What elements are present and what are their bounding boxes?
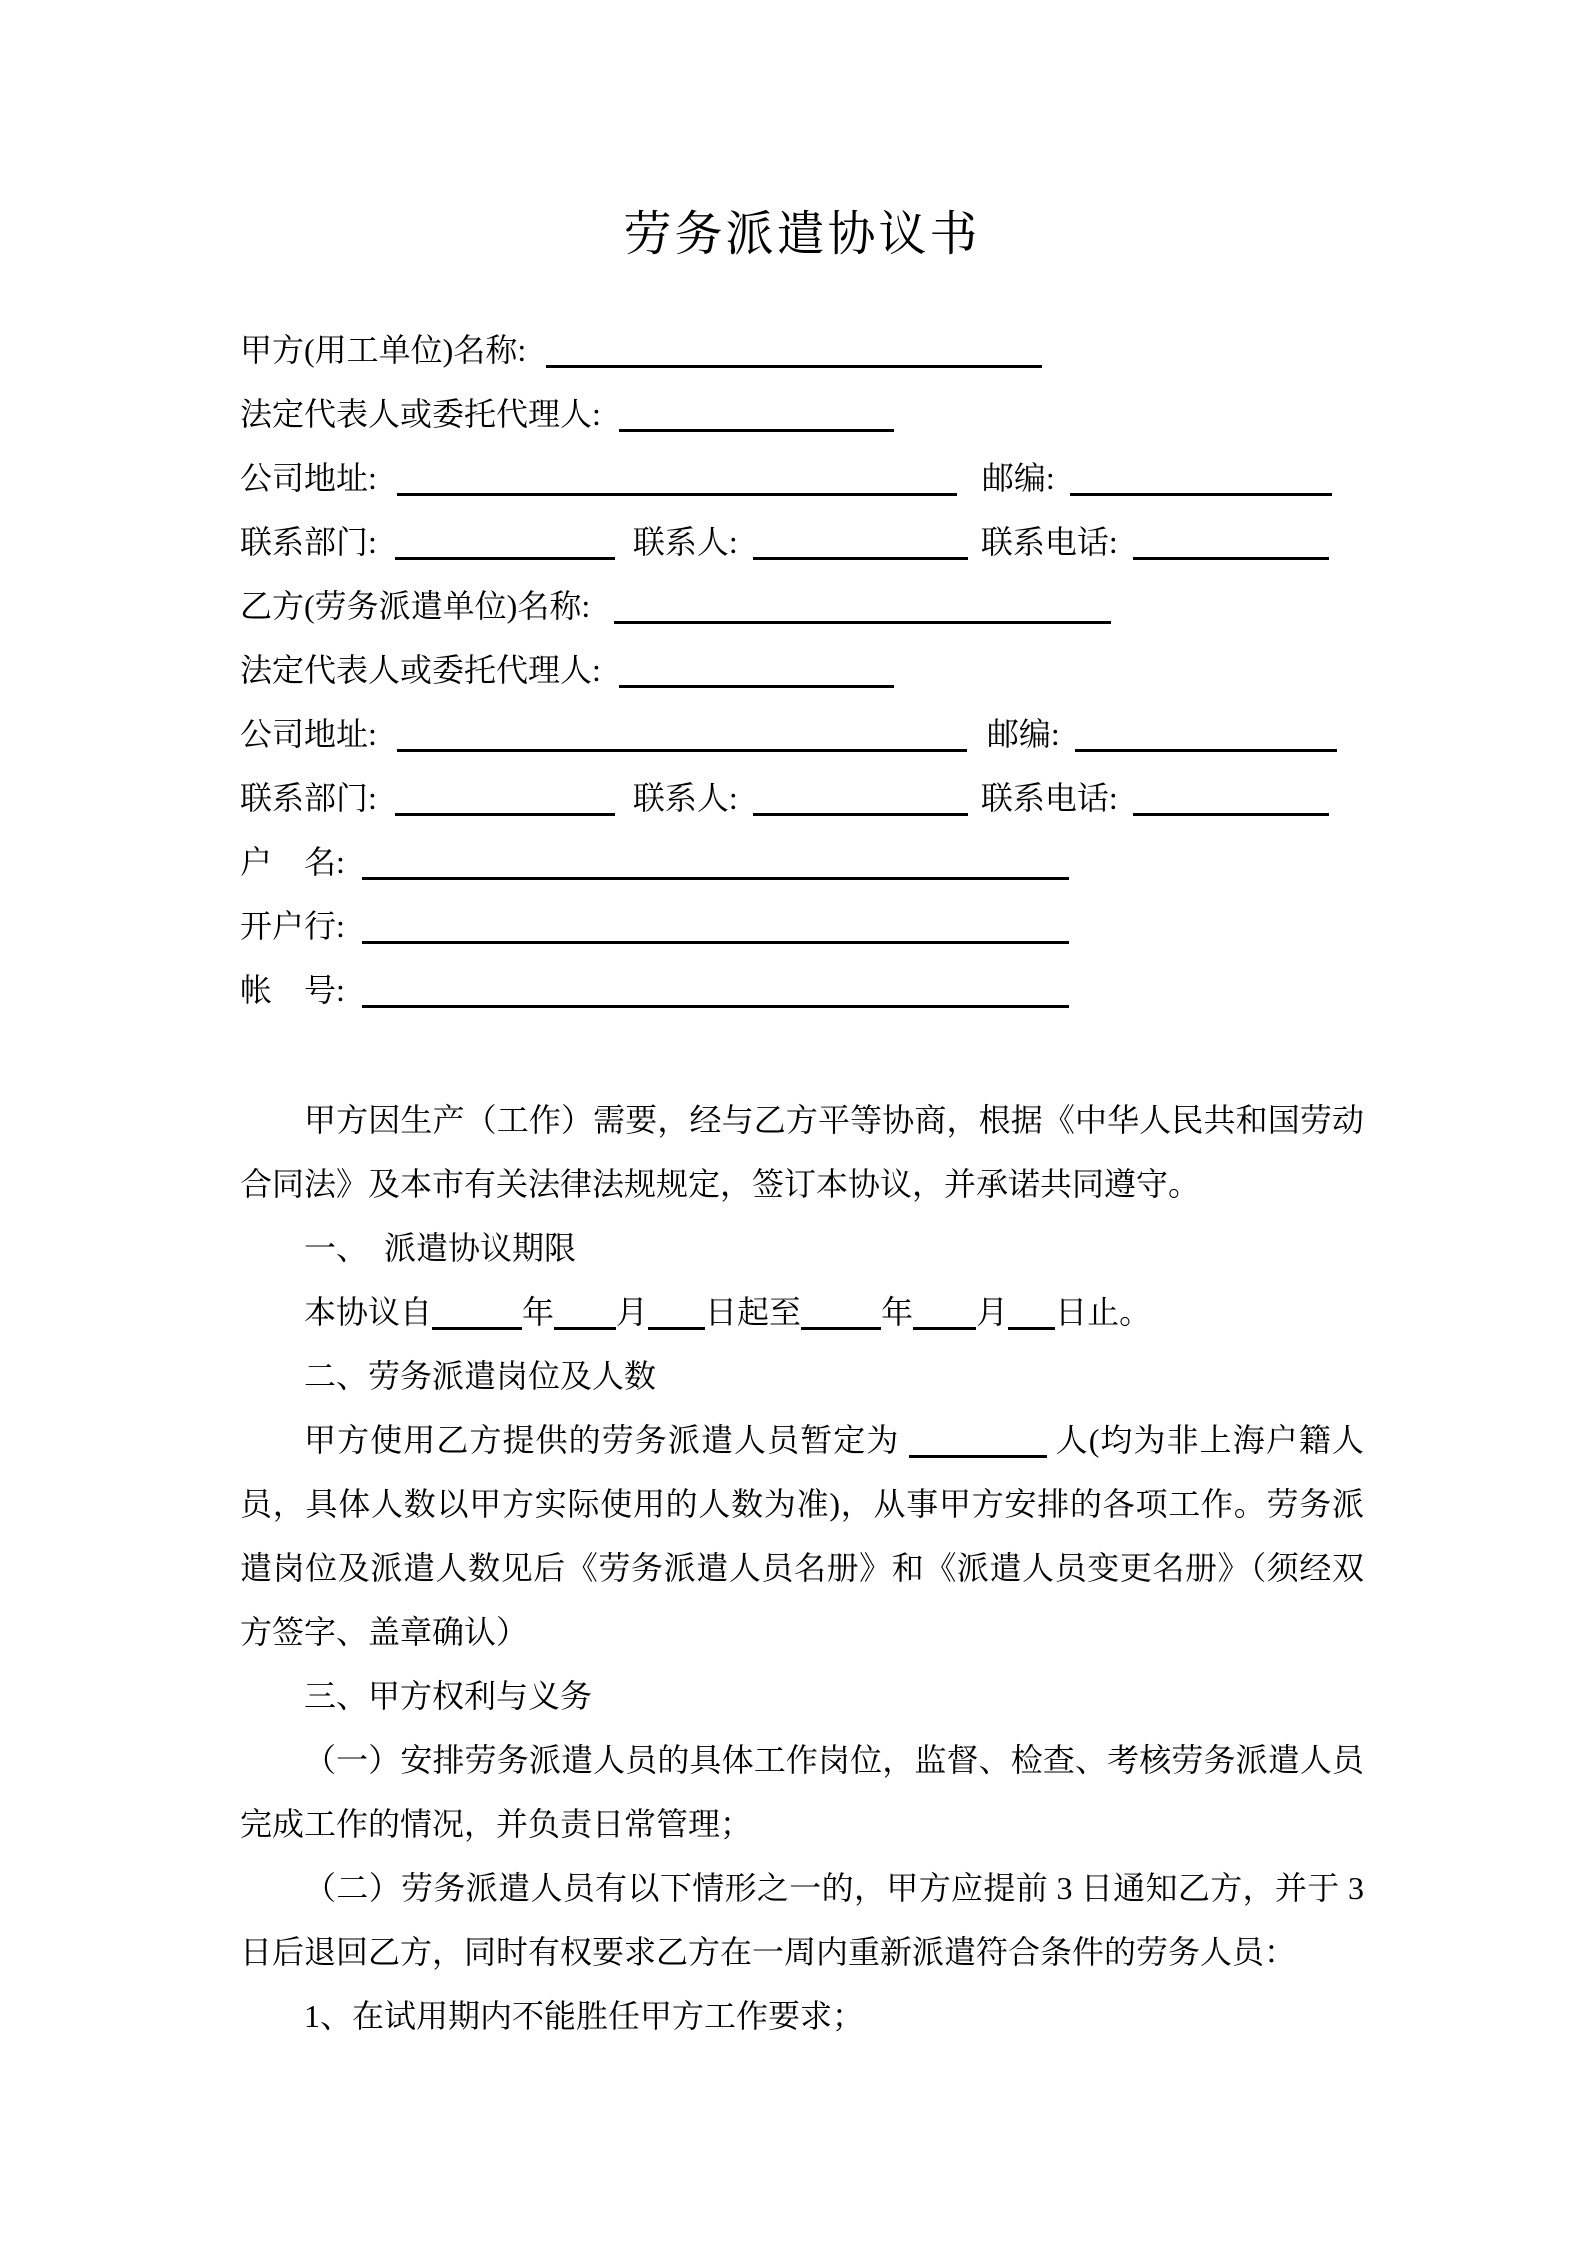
fill-in-blank — [1008, 1327, 1055, 1330]
paragraph-text: 甲方因生产（工作）需要，经与乙方平等协商，根据《中华人民共和国劳动合同法》及本市有关法律法规规定，签订本协议，并承诺共同遵守。 — [240, 1102, 1364, 1202]
form-label-text: 公司地址: — [240, 460, 377, 496]
form-row — [240, 574, 1364, 638]
paragraph-text: 三、甲方权利与义务 — [304, 1678, 593, 1714]
fill-in-blank — [395, 813, 615, 816]
form-label-text: 开户行: — [240, 908, 345, 944]
paragraph — [240, 1216, 1364, 1280]
fill-in-blank — [362, 1005, 1069, 1008]
form-section — [240, 318, 1364, 1022]
fill-in-blank — [753, 813, 968, 816]
form-row — [240, 318, 1364, 382]
paragraph — [240, 1280, 1364, 1344]
form-label-text: 邮编: — [981, 460, 1055, 496]
form-label-text: 法定代表人或委托代理人: — [240, 396, 601, 432]
fill-in-blank — [395, 557, 615, 560]
paragraph — [240, 1088, 1364, 1216]
paragraph — [240, 1408, 1364, 1664]
form-row — [240, 702, 1364, 766]
form-label-text: 联系电话: — [980, 524, 1118, 560]
form-label-text: 乙方(劳务派遣单位)名称: — [240, 588, 591, 624]
fill-in-blank — [554, 1327, 616, 1330]
fill-in-blank — [397, 493, 957, 496]
fill-in-blank — [362, 941, 1069, 944]
paragraph — [240, 1664, 1364, 1728]
fill-in-blank — [648, 1327, 705, 1330]
form-row — [240, 766, 1364, 830]
paragraph-text: 年 — [522, 1294, 555, 1330]
form-label-text: 联系部门: — [240, 524, 377, 560]
paragraph-text: 二、劳务派遣岗位及人数 — [304, 1358, 657, 1394]
form-row — [240, 446, 1364, 510]
paragraph-text: 月 — [616, 1294, 649, 1330]
paragraph-text: 日起至 — [705, 1294, 802, 1330]
paragraph — [240, 1728, 1364, 1856]
paragraph-text: 甲方使用乙方提供的劳务派遣人员暂定为 — [304, 1422, 909, 1458]
paragraph-text: 年 — [881, 1294, 914, 1330]
fill-in-blank — [1075, 749, 1337, 752]
fill-in-blank — [614, 621, 1111, 624]
paragraph-text: 月 — [976, 1294, 1009, 1330]
fill-in-blank — [801, 1327, 881, 1330]
form-label-text: 联系人: — [632, 780, 738, 816]
form-row — [240, 510, 1364, 574]
paragraph — [240, 1344, 1364, 1408]
form-row — [240, 958, 1364, 1022]
paragraph-text: 一、 派遣协议期限 — [304, 1230, 577, 1266]
fill-in-blank — [619, 429, 894, 432]
form-label-text: 帐 号: — [240, 972, 345, 1008]
form-label-text: 联系人: — [632, 524, 738, 560]
fill-in-blank — [1070, 493, 1332, 496]
paragraph — [240, 1984, 1364, 2048]
fill-in-blank — [619, 685, 894, 688]
form-row — [240, 382, 1364, 446]
paragraph-text: （一）安排劳务派遣人员的具体工作岗位，监督、检查、考核劳务派遣人员完成工作的情况，并负责日常管理； — [240, 1742, 1364, 1842]
form-label-text: 邮编: — [986, 716, 1060, 752]
paragraph-text: （二）劳务派遣人员有以下情形之一的，甲方应提前 3 日通知乙方，并于 3 日后退回乙方，同时有权要求乙方在一周内重新派遣符合条件的劳务人员： — [240, 1870, 1364, 1970]
fill-in-blank — [1133, 813, 1329, 816]
form-row — [240, 894, 1364, 958]
fill-in-blank — [546, 365, 1042, 368]
document-title: 劳务派遣协议书 — [623, 208, 981, 261]
body-section — [240, 1088, 1364, 2048]
fill-in-blank — [909, 1455, 1047, 1458]
paragraph-text: 人(均为非上海户籍人员，具体人数以甲方实际使用的人数为准)，从事甲方安排的各项工作。劳务派遣岗位及派遣人数见后《劳务派遣人员名册》和《派遣人员变更名册》（须经双方签字、盖章确认） — [240, 1422, 1364, 1650]
paragraph-text: 1、在试用期内不能胜任甲方工作要求； — [304, 1998, 865, 2034]
fill-in-blank — [362, 877, 1069, 880]
form-row — [240, 638, 1364, 702]
form-label-text: 公司地址: — [240, 716, 377, 752]
form-label-text: 联系部门: — [240, 780, 377, 816]
fill-in-blank — [1133, 557, 1329, 560]
paragraph-text: 本协议自 — [304, 1294, 433, 1330]
paragraph — [240, 1856, 1364, 1984]
form-row — [240, 830, 1364, 894]
fill-in-blank — [753, 557, 968, 560]
fill-in-blank — [397, 749, 967, 752]
form-label-text: 甲方(用工单位)名称: — [240, 332, 527, 368]
fill-in-blank — [913, 1327, 976, 1330]
form-label-text: 联系电话: — [980, 780, 1118, 816]
form-label-text: 户 名: — [240, 844, 345, 880]
paragraph-text: 日止。 — [1055, 1294, 1152, 1330]
form-label-text: 法定代表人或委托代理人: — [240, 652, 601, 688]
fill-in-blank — [432, 1327, 522, 1330]
